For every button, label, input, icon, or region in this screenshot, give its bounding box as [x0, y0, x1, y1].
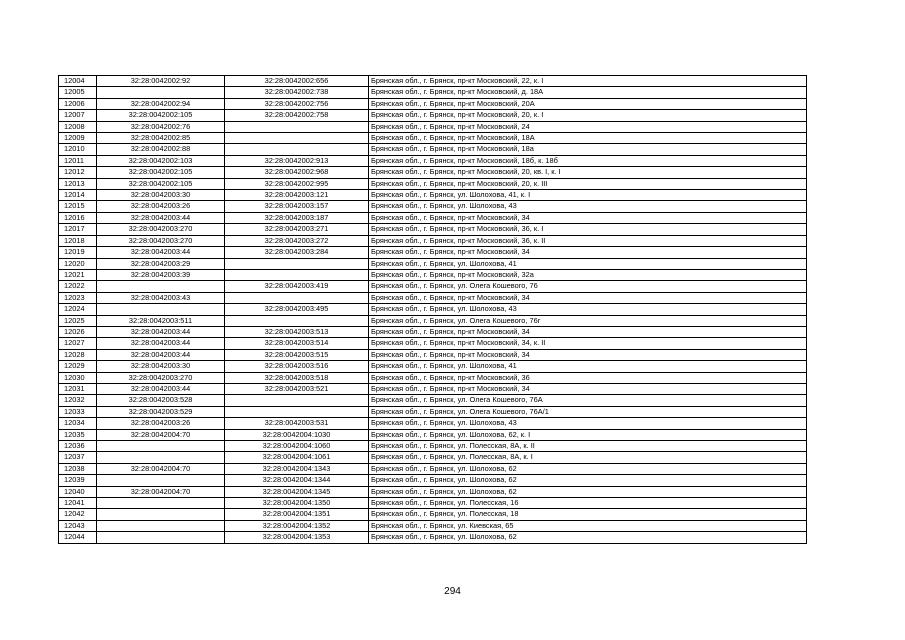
table-row: [59, 361, 807, 372]
record-number-cell: 12023: [59, 292, 97, 303]
table-row: [59, 452, 807, 463]
address-cell: Брянская обл., г. Брянск, пр-кт Московский, 18б, к. 18б: [369, 155, 807, 166]
cadastral-number-cell: 32:28:0042004:1061: [225, 452, 369, 463]
parent-cadastral-number-cell: [97, 475, 225, 486]
record-number-cell: 12037: [59, 452, 97, 463]
cadastral-number-cell: 32:28:0042003:284: [225, 247, 369, 258]
parent-cadastral-number-cell: 32:28:0042003:511: [97, 315, 225, 326]
parent-cadastral-number-cell: 32:28:0042004:70: [97, 429, 225, 440]
table-row: [59, 98, 807, 109]
cadastral-number-cell: [225, 315, 369, 326]
address-cell: Брянская обл., г. Брянск, пр-кт Московский, 34: [369, 383, 807, 394]
parent-cadastral-number-cell: 32:28:0042003:26: [97, 418, 225, 429]
table-row: [59, 281, 807, 292]
cadastral-number-cell: 32:28:0042003:121: [225, 190, 369, 201]
address-cell: Брянская обл., г. Брянск, ул. Олега Кошевого, 76: [369, 281, 807, 292]
table-row: [59, 509, 807, 520]
cadastral-number-cell: 32:28:0042002:656: [225, 76, 369, 87]
parent-cadastral-number-cell: 32:28:0042002:92: [97, 76, 225, 87]
cadastral-number-cell: [225, 144, 369, 155]
record-number-cell: 12007: [59, 110, 97, 121]
table-row: [59, 429, 807, 440]
address-cell: Брянская обл., г. Брянск, пр-кт Московский, 18А: [369, 133, 807, 144]
address-cell: Брянская обл., г. Брянск, ул. Шолохова, 41: [369, 361, 807, 372]
table-row: [59, 338, 807, 349]
cadastral-number-cell: [225, 133, 369, 144]
record-number-cell: 12013: [59, 178, 97, 189]
table-row: [59, 349, 807, 360]
cadastral-number-cell: 32:28:0042004:1060: [225, 441, 369, 452]
address-cell: Брянская обл., г. Брянск, ул. Шолохова, 62: [369, 486, 807, 497]
record-number-cell: 12027: [59, 338, 97, 349]
cadastral-number-cell: [225, 269, 369, 280]
table-row: [59, 326, 807, 337]
record-number-cell: 12015: [59, 201, 97, 212]
table-row: [59, 292, 807, 303]
record-number-cell: 12014: [59, 190, 97, 201]
record-number-cell: 12043: [59, 520, 97, 531]
address-cell: Брянская обл., г. Брянск, пр-кт Московский, д. 18А: [369, 87, 807, 98]
address-cell: Брянская обл., г. Брянск, пр-кт Московский, 20, к. I: [369, 110, 807, 121]
parent-cadastral-number-cell: 32:28:0042003:270: [97, 372, 225, 383]
address-cell: Брянская обл., г. Брянск, пр-кт Московский, 20, к. III: [369, 178, 807, 189]
record-number-cell: 12019: [59, 247, 97, 258]
parent-cadastral-number-cell: 32:28:0042002:85: [97, 133, 225, 144]
record-number-cell: 12042: [59, 509, 97, 520]
address-cell: Брянская обл., г. Брянск, ул. Полесская, 18: [369, 509, 807, 520]
address-cell: Брянская обл., г. Брянск, ул. Шолохова, 43: [369, 418, 807, 429]
address-cell: Брянская обл., г. Брянск, ул. Полесская, 8А, к. I: [369, 452, 807, 463]
address-cell: Брянская обл., г. Брянск, ул. Полесская, 8А, к. II: [369, 441, 807, 452]
table-row: [59, 212, 807, 223]
parent-cadastral-number-cell: 32:28:0042002:105: [97, 110, 225, 121]
cadastral-number-cell: 32:28:0042002:738: [225, 87, 369, 98]
cadastral-number-cell: 32:28:0042004:1030: [225, 429, 369, 440]
record-number-cell: 12026: [59, 326, 97, 337]
parent-cadastral-number-cell: [97, 532, 225, 543]
address-cell: Брянская обл., г. Брянск, ул. Шолохова, 41: [369, 258, 807, 269]
cadastral-registry-table: [58, 75, 807, 544]
parent-cadastral-number-cell: [97, 304, 225, 315]
record-number-cell: 12006: [59, 98, 97, 109]
address-cell: Брянская обл., г. Брянск, пр-кт Московский, 18а: [369, 144, 807, 155]
record-number-cell: 12031: [59, 383, 97, 394]
parent-cadastral-number-cell: 32:28:0042003:26: [97, 201, 225, 212]
table-row: [59, 269, 807, 280]
table-row: [59, 235, 807, 246]
parent-cadastral-number-cell: [97, 520, 225, 531]
record-number-cell: 12004: [59, 76, 97, 87]
cadastral-number-cell: 32:28:0042004:1352: [225, 520, 369, 531]
registry-table-body: [59, 76, 807, 544]
cadastral-number-cell: [225, 292, 369, 303]
parent-cadastral-number-cell: [97, 281, 225, 292]
address-cell: Брянская обл., г. Брянск, пр-кт Московский, 32а: [369, 269, 807, 280]
record-number-cell: 12022: [59, 281, 97, 292]
table-row: [59, 383, 807, 394]
cadastral-number-cell: [225, 406, 369, 417]
record-number-cell: 12024: [59, 304, 97, 315]
parent-cadastral-number-cell: 32:28:0042004:70: [97, 463, 225, 474]
parent-cadastral-number-cell: 32:28:0042003:529: [97, 406, 225, 417]
table-row: [59, 201, 807, 212]
parent-cadastral-number-cell: [97, 498, 225, 509]
table-row: [59, 395, 807, 406]
parent-cadastral-number-cell: 32:28:0042003:30: [97, 361, 225, 372]
table-row: [59, 178, 807, 189]
cadastral-number-cell: 32:28:0042002:968: [225, 167, 369, 178]
cadastral-number-cell: 32:28:0042004:1345: [225, 486, 369, 497]
address-cell: Брянская обл., г. Брянск, ул. Олега Кошевого, 76А: [369, 395, 807, 406]
record-number-cell: 12005: [59, 87, 97, 98]
record-number-cell: 12012: [59, 167, 97, 178]
cadastral-number-cell: 32:28:0042002:995: [225, 178, 369, 189]
cadastral-number-cell: 32:28:0042004:1351: [225, 509, 369, 520]
cadastral-number-cell: 32:28:0042003:514: [225, 338, 369, 349]
table-row: [59, 315, 807, 326]
record-number-cell: 12034: [59, 418, 97, 429]
table-row: [59, 304, 807, 315]
record-number-cell: 12029: [59, 361, 97, 372]
table-row: [59, 155, 807, 166]
table-row: [59, 224, 807, 235]
address-cell: Брянская обл., г. Брянск, ул. Олега Кошевого, 76А/1: [369, 406, 807, 417]
record-number-cell: 12010: [59, 144, 97, 155]
table-row: [59, 520, 807, 531]
cadastral-number-cell: 32:28:0042003:531: [225, 418, 369, 429]
table-row: [59, 406, 807, 417]
page-number: 294: [444, 586, 461, 597]
cadastral-number-cell: [225, 258, 369, 269]
address-cell: Брянская обл., г. Брянск, ул. Шолохова, 62: [369, 475, 807, 486]
table-row: [59, 190, 807, 201]
record-number-cell: 12040: [59, 486, 97, 497]
cadastral-number-cell: 32:28:0042004:1353: [225, 532, 369, 543]
cadastral-number-cell: 32:28:0042004:1343: [225, 463, 369, 474]
parent-cadastral-number-cell: 32:28:0042002:103: [97, 155, 225, 166]
parent-cadastral-number-cell: 32:28:0042003:44: [97, 349, 225, 360]
address-cell: Брянская обл., г. Брянск, ул. Шолохова, 43: [369, 304, 807, 315]
cadastral-number-cell: 32:28:0042003:419: [225, 281, 369, 292]
table-row: [59, 121, 807, 132]
record-number-cell: 12038: [59, 463, 97, 474]
record-number-cell: 12033: [59, 406, 97, 417]
cadastral-number-cell: 32:28:0042003:157: [225, 201, 369, 212]
parent-cadastral-number-cell: 32:28:0042003:44: [97, 338, 225, 349]
address-cell: Брянская обл., г. Брянск, пр-кт Московский, 36, к. I: [369, 224, 807, 235]
table-row: [59, 76, 807, 87]
cadastral-number-cell: 32:28:0042002:756: [225, 98, 369, 109]
address-cell: Брянская обл., г. Брянск, ул. Полесская, 16: [369, 498, 807, 509]
table-row: [59, 498, 807, 509]
address-cell: Брянская обл., г. Брянск, пр-кт Московский, 34: [369, 212, 807, 223]
record-number-cell: 12020: [59, 258, 97, 269]
cadastral-number-cell: 32:28:0042003:515: [225, 349, 369, 360]
table-row: [59, 258, 807, 269]
table-row: [59, 532, 807, 543]
parent-cadastral-number-cell: [97, 87, 225, 98]
parent-cadastral-number-cell: 32:28:0042002:76: [97, 121, 225, 132]
table-row: [59, 133, 807, 144]
address-cell: Брянская обл., г. Брянск, пр-кт Московский, 34: [369, 247, 807, 258]
table-row: [59, 418, 807, 429]
record-number-cell: 12032: [59, 395, 97, 406]
table-row: [59, 167, 807, 178]
address-cell: Брянская обл., г. Брянск, пр-кт Московский, 34: [369, 326, 807, 337]
address-cell: Брянская обл., г. Брянск, ул. Шолохова, 62: [369, 532, 807, 543]
record-number-cell: 12044: [59, 532, 97, 543]
parent-cadastral-number-cell: 32:28:0042003:270: [97, 235, 225, 246]
cadastral-number-cell: 32:28:0042003:513: [225, 326, 369, 337]
table-row: [59, 87, 807, 98]
table-row: [59, 372, 807, 383]
record-number-cell: 12036: [59, 441, 97, 452]
record-number-cell: 12028: [59, 349, 97, 360]
parent-cadastral-number-cell: 32:28:0042002:105: [97, 178, 225, 189]
address-cell: Брянская обл., г. Брянск, ул. Шолохова, 62: [369, 463, 807, 474]
cadastral-number-cell: 32:28:0042002:758: [225, 110, 369, 121]
parent-cadastral-number-cell: 32:28:0042003:43: [97, 292, 225, 303]
table-row: [59, 475, 807, 486]
cadastral-number-cell: 32:28:0042003:272: [225, 235, 369, 246]
table-row: [59, 144, 807, 155]
parent-cadastral-number-cell: 32:28:0042003:44: [97, 383, 225, 394]
cadastral-number-cell: 32:28:0042002:913: [225, 155, 369, 166]
parent-cadastral-number-cell: 32:28:0042003:44: [97, 326, 225, 337]
parent-cadastral-number-cell: 32:28:0042003:30: [97, 190, 225, 201]
cadastral-number-cell: 32:28:0042003:495: [225, 304, 369, 315]
address-cell: Брянская обл., г. Брянск, ул. Шолохова, 62, к. I: [369, 429, 807, 440]
table-row: [59, 247, 807, 258]
record-number-cell: 12025: [59, 315, 97, 326]
cadastral-number-cell: 32:28:0042004:1344: [225, 475, 369, 486]
address-cell: Брянская обл., г. Брянск, пр-кт Московский, 34: [369, 292, 807, 303]
cadastral-number-cell: [225, 395, 369, 406]
address-cell: Брянская обл., г. Брянск, ул. Шолохова, 41, к. I: [369, 190, 807, 201]
table-row: [59, 463, 807, 474]
address-cell: Брянская обл., г. Брянск, пр-кт Московский, 22, к. I: [369, 76, 807, 87]
cadastral-number-cell: 32:28:0042003:271: [225, 224, 369, 235]
record-number-cell: 12009: [59, 133, 97, 144]
address-cell: Брянская обл., г. Брянск, пр-кт Московский, 24: [369, 121, 807, 132]
parent-cadastral-number-cell: 32:28:0042002:105: [97, 167, 225, 178]
record-number-cell: 12035: [59, 429, 97, 440]
address-cell: Брянская обл., г. Брянск, пр-кт Московский, 36, к. II: [369, 235, 807, 246]
address-cell: Брянская обл., г. Брянск, пр-кт Московский, 36: [369, 372, 807, 383]
record-number-cell: 12018: [59, 235, 97, 246]
cadastral-number-cell: 32:28:0042003:518: [225, 372, 369, 383]
address-cell: Брянская обл., г. Брянск, ул. Киевская, 65: [369, 520, 807, 531]
record-number-cell: 12016: [59, 212, 97, 223]
record-number-cell: 12011: [59, 155, 97, 166]
record-number-cell: 12008: [59, 121, 97, 132]
parent-cadastral-number-cell: [97, 441, 225, 452]
record-number-cell: 12021: [59, 269, 97, 280]
cadastral-number-cell: 32:28:0042003:187: [225, 212, 369, 223]
table-row: [59, 441, 807, 452]
address-cell: Брянская обл., г. Брянск, пр-кт Московский, 20А: [369, 98, 807, 109]
parent-cadastral-number-cell: 32:28:0042003:528: [97, 395, 225, 406]
record-number-cell: 12039: [59, 475, 97, 486]
record-number-cell: 12030: [59, 372, 97, 383]
table-row: [59, 110, 807, 121]
cadastral-number-cell: [225, 121, 369, 132]
parent-cadastral-number-cell: 32:28:0042003:270: [97, 224, 225, 235]
parent-cadastral-number-cell: 32:28:0042003:44: [97, 212, 225, 223]
parent-cadastral-number-cell: 32:28:0042003:44: [97, 247, 225, 258]
address-cell: Брянская обл., г. Брянск, пр-кт Московский, 20, кв. I, к. I: [369, 167, 807, 178]
address-cell: Брянская обл., г. Брянск, пр-кт Московский, 34: [369, 349, 807, 360]
address-cell: Брянская обл., г. Брянск, пр-кт Московский, 34, к. II: [369, 338, 807, 349]
parent-cadastral-number-cell: [97, 509, 225, 520]
parent-cadastral-number-cell: 32:28:0042002:94: [97, 98, 225, 109]
parent-cadastral-number-cell: 32:28:0042004:70: [97, 486, 225, 497]
parent-cadastral-number-cell: 32:28:0042003:29: [97, 258, 225, 269]
record-number-cell: 12041: [59, 498, 97, 509]
cadastral-number-cell: 32:28:0042004:1350: [225, 498, 369, 509]
parent-cadastral-number-cell: 32:28:0042003:39: [97, 269, 225, 280]
parent-cadastral-number-cell: [97, 452, 225, 463]
address-cell: Брянская обл., г. Брянск, ул. Олега Кошевого, 76г: [369, 315, 807, 326]
cadastral-number-cell: 32:28:0042003:521: [225, 383, 369, 394]
record-number-cell: 12017: [59, 224, 97, 235]
cadastral-number-cell: 32:28:0042003:516: [225, 361, 369, 372]
address-cell: Брянская обл., г. Брянск, ул. Шолохова, 43: [369, 201, 807, 212]
parent-cadastral-number-cell: 32:28:0042002:88: [97, 144, 225, 155]
table-row: [59, 486, 807, 497]
